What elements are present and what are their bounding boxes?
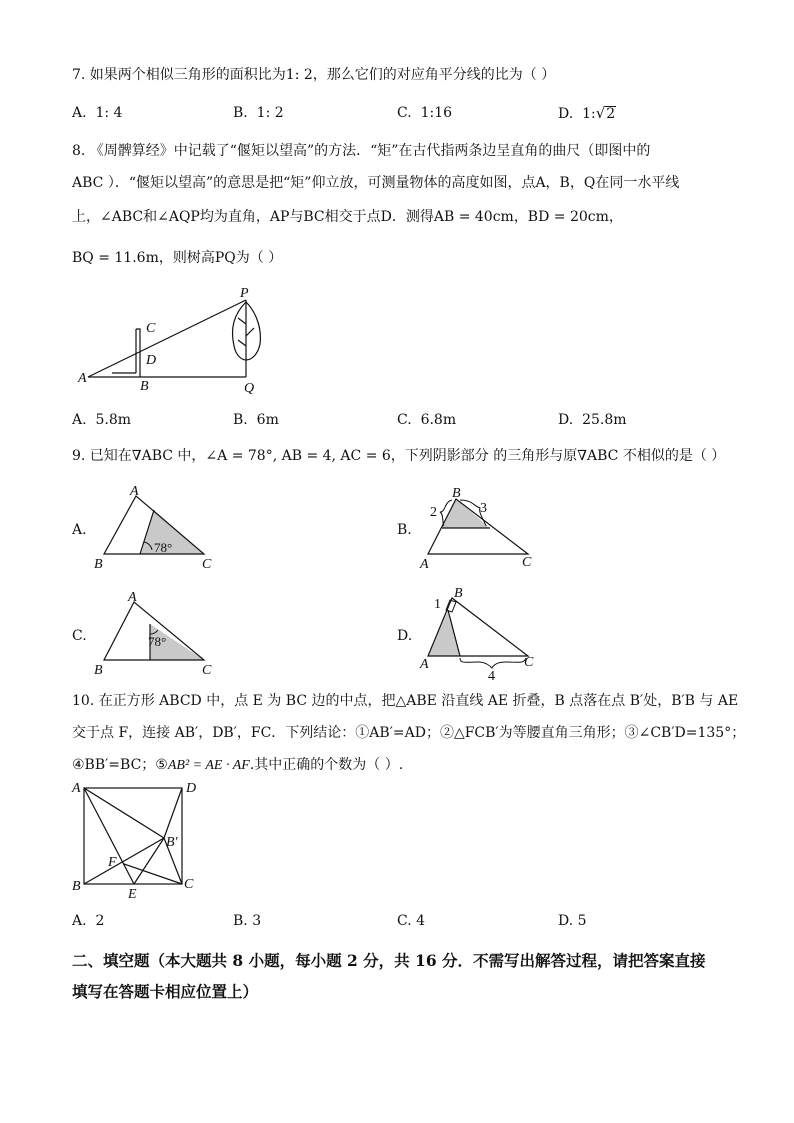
q9a-vertex-a: A bbox=[130, 484, 139, 499]
q10-stem-line-1: 10. 在正方形 ABCD 中，点 E 为 BC 边的中点，把△ABE 沿直线 AE 折叠，B 点落在点 B′处，B′B 与 AE bbox=[72, 693, 739, 709]
q10-label-a: A bbox=[72, 781, 81, 796]
q8-figure bbox=[74, 284, 274, 396]
q9a-vertex-b: B bbox=[94, 557, 103, 572]
q10-line-eb-prime bbox=[134, 838, 164, 884]
q9-choice-d-letter: D. bbox=[397, 628, 413, 644]
q10-stem-line-3: ④BB′=BC；⑤AB² = AE · AF.其中正确的个数为（ ）. bbox=[72, 757, 404, 773]
q9b-length-3: 3 bbox=[480, 501, 487, 516]
q9d-vertex-c: C bbox=[524, 655, 534, 670]
q8-option-b: B. 6m bbox=[233, 412, 279, 428]
q9-figure-a bbox=[88, 484, 228, 574]
q10-equation: AB² = AE · AF bbox=[167, 758, 250, 773]
q8-stem-line-4: BQ = 11.6m，则树高PQ为（ ） bbox=[72, 250, 283, 266]
q9c-angle-label: 78° bbox=[148, 634, 167, 649]
q10-option-c: C. 4 bbox=[397, 913, 426, 929]
section-2-heading-line-2: 填写在答题卡相应位置上） bbox=[72, 982, 259, 1001]
q7-option-b: B. 1: 2 bbox=[233, 105, 284, 121]
q7-option-a: A. 1: 4 bbox=[72, 105, 123, 121]
q10-stem-line-2: 交于点 F，连接 AB′，DB′，FC．下列结论：①AB′=AD；②△FCB′为等腰直角三角形；③∠CB′D=135°； bbox=[72, 725, 746, 741]
q9b-length-2: 2 bbox=[430, 505, 437, 520]
q7-stem: 7. 如果两个相似三角形的面积比为1: 2，那么它们的对应角平分线的比为（ ） bbox=[72, 67, 556, 83]
q9-figure-d bbox=[412, 584, 552, 682]
q10-label-e: E bbox=[128, 887, 137, 902]
q8-option-a: A. 5.8m bbox=[72, 412, 132, 428]
q9c-vertex-c: C bbox=[202, 663, 212, 678]
q9b-vertex-c: C bbox=[522, 555, 532, 570]
q8-sight-line bbox=[88, 300, 246, 377]
q9b-vertex-a: A bbox=[420, 557, 429, 572]
q10-label-b: B bbox=[72, 879, 81, 894]
q10-label-b-prime: B′ bbox=[166, 835, 178, 850]
q10-label-d: D bbox=[186, 781, 197, 796]
q9-stem: 9. 已知在∇ABC 中，∠A = 78°, AB = 4, AC = 6，下列阴影部分 的三角形与原∇ABC 不相似的是（ ） bbox=[72, 448, 726, 464]
q9-choice-c-letter: C. bbox=[72, 628, 87, 644]
q9d-vertex-b: B bbox=[454, 586, 463, 601]
q9-choice-a-letter: A. bbox=[72, 522, 87, 538]
q9d-length-4: 4 bbox=[488, 669, 495, 682]
q9d-length-1: 1 bbox=[434, 597, 441, 612]
q7-option-d: D. 1:√2 bbox=[558, 104, 616, 122]
q10-label-c: C bbox=[184, 877, 194, 892]
q10-label-f: F bbox=[108, 855, 117, 870]
q9c-vertex-b: B bbox=[94, 663, 103, 678]
q8-label-p: P bbox=[240, 286, 249, 301]
q8-stem-line-2: ABC ）．“偃矩以望高”的意思是把“矩”仰立放，可测量物体的高度如图，点A，B，Q在同一水平线 bbox=[72, 175, 680, 191]
q7-option-c: C. 1:16 bbox=[397, 105, 453, 121]
q10-option-b: B. 3 bbox=[233, 913, 262, 929]
q10-option-a: A. 2 bbox=[72, 913, 105, 929]
q9-figure-b bbox=[412, 484, 552, 574]
q9d-vertex-a: A bbox=[420, 657, 429, 672]
q8-label-c: C bbox=[146, 321, 156, 336]
q8-label-a: A bbox=[78, 371, 87, 386]
q10-line-db-prime bbox=[164, 788, 182, 838]
q10-option-d: D. 5 bbox=[558, 913, 587, 929]
q9b-vertex-b: B bbox=[452, 486, 461, 501]
q8-label-d: D bbox=[146, 353, 157, 368]
q9-choice-b-letter: B. bbox=[397, 522, 412, 538]
q10-line-bb-prime bbox=[84, 838, 164, 884]
q9a-vertex-c: C bbox=[202, 557, 212, 572]
q8-label-b: B bbox=[140, 379, 149, 394]
q9-figure-c bbox=[88, 590, 228, 680]
section-2-heading-line-1: 二、填空题（本大题共 8 小题，每小题 2 分，共 16 分．不需写出解答过程，请把答案直接 bbox=[72, 951, 706, 970]
q8-stem-line-1: 8. 《周髀算经》中记载了“偃矩以望高”的方法．“矩”在古代指两条边呈直角的曲尺（即图中的 bbox=[72, 143, 651, 159]
q8-option-c: C. 6.8m bbox=[397, 412, 457, 428]
q8-stem-line-3: 上，∠ABC和∠AQP均为直角，AP与BC相交于点D．测得AB = 40cm，BD = 20cm， bbox=[72, 209, 623, 225]
q9a-angle-label: 78° bbox=[154, 540, 173, 555]
q8-option-d: D. 25.8m bbox=[558, 412, 627, 428]
q9c-vertex-a: A bbox=[128, 590, 137, 605]
q8-label-q: Q bbox=[244, 381, 255, 396]
sqrt-radicand: 2 bbox=[606, 106, 616, 122]
q10-line-ab-prime bbox=[84, 788, 164, 838]
q10-figure bbox=[68, 776, 208, 904]
